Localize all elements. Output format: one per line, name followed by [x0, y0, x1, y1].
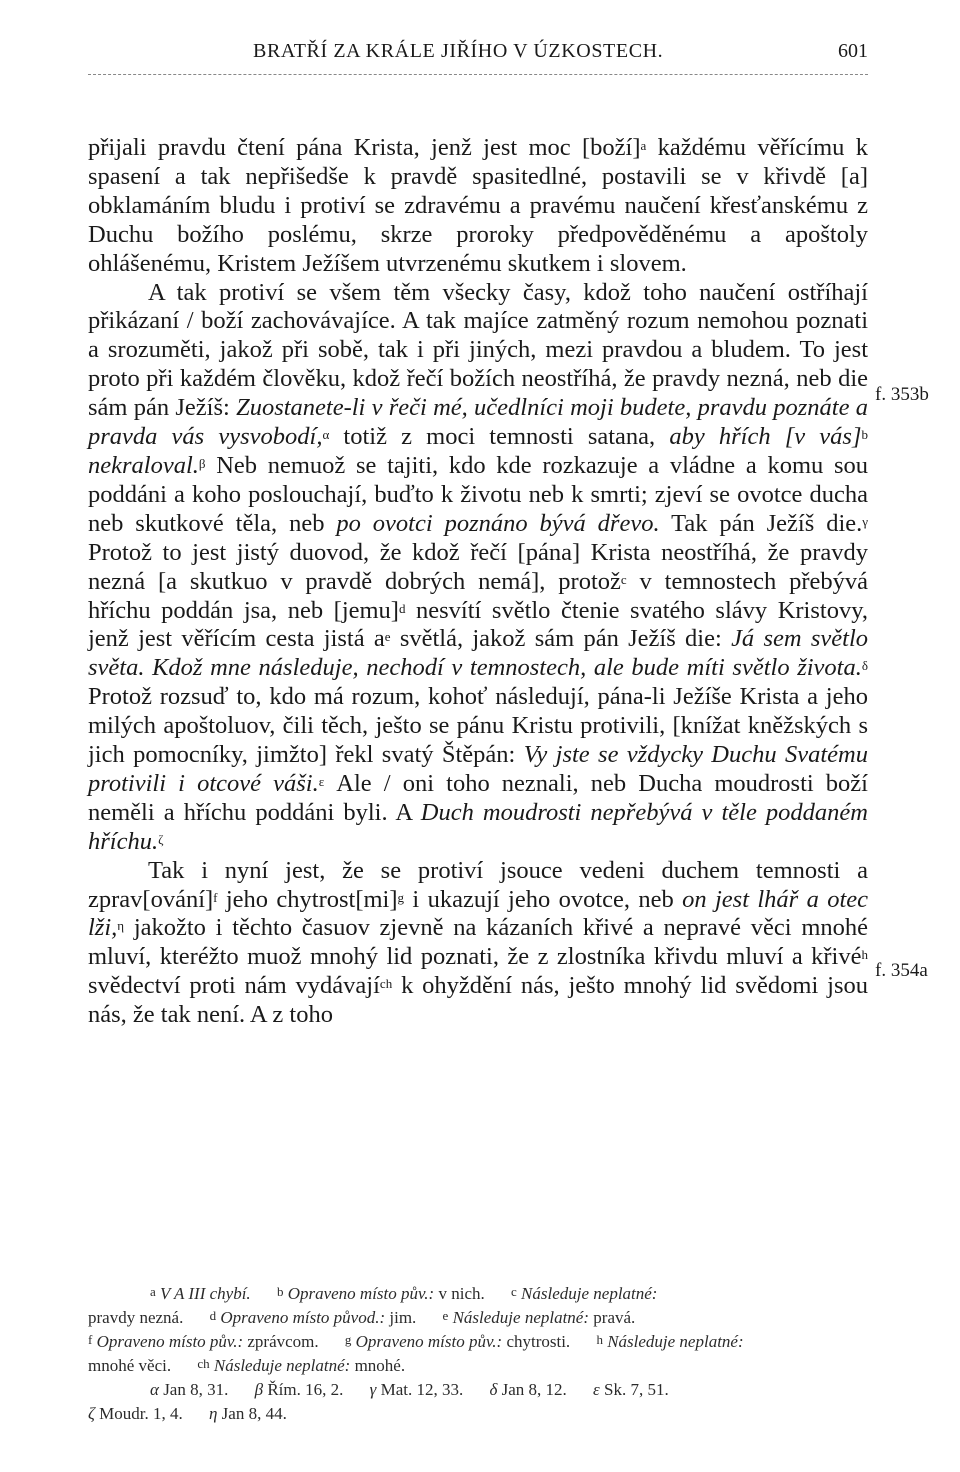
text-run: Protož to jest jistý duovod, že kdož řečí [pána] Krista neostříhá, že pravdy nezná [a skutkuo v pravdě dobrých nemá], protož: [88, 538, 868, 595]
text-run: k ohyždění nás, ješto mnohý lid svědomi jsou nás, že tak není. A z toho: [88, 972, 868, 1029]
bible-ref: Moudr. 1, 4.: [99, 1404, 183, 1423]
text-run: Tak i nyní jest, že se protiví jsouce vedeni duchem temnosti a zprav[ování]: [88, 856, 868, 913]
quote-italic: po ovotci poznáno bývá dřevo.: [336, 509, 660, 537]
footnotes: [88, 1282, 880, 1426]
footnote-mark: c: [620, 571, 627, 587]
paragraph-3: [88, 857, 868, 1030]
folio-note-353b: f. 353b: [875, 384, 929, 405]
ref-mark: δ: [489, 1380, 498, 1399]
footnote-line: [88, 1306, 880, 1330]
text-run: světlá, jakož sám pán Ježíš die:: [390, 625, 732, 653]
footnote-text: Opraveno místo pův.:: [96, 1332, 244, 1351]
text-run: Ale / oni toho neznali, neb Ducha moudrosti boží neměli a hříchu poddáni byli. A: [88, 769, 868, 826]
ref-mark: β: [254, 1380, 264, 1399]
footnote-value: jim.: [389, 1308, 417, 1327]
footnote-mark: ch: [379, 976, 393, 992]
folio-note-354a: f. 354a: [875, 960, 928, 981]
footnote-text: Opraveno místo původ.:: [220, 1308, 386, 1327]
footnote-mark: b: [861, 427, 868, 443]
footnote-mark: b: [276, 1284, 284, 1299]
quote-italic: Vy jste se vždycky Duchu Svatému protivili i otcové váši.: [88, 741, 868, 797]
ref-mark: α: [322, 427, 330, 443]
footnote-mark: d: [209, 1308, 217, 1323]
text-run: Tak pán Ježíš die.: [659, 509, 863, 537]
footnote-value: chytrosti.: [506, 1332, 571, 1351]
reference-line: [88, 1378, 880, 1402]
bible-ref: Jan 8, 44.: [221, 1404, 287, 1423]
quote-italic: on jest lhář a otec lži,: [88, 885, 869, 942]
footnote-mark: c: [511, 1284, 517, 1299]
footnote-mark: d: [398, 600, 406, 616]
quote-italic: Duch moudrosti nepřebývá v těle poddaném hříchu.: [88, 798, 868, 855]
footnote-line: [88, 1282, 880, 1306]
footnote-line: [88, 1330, 880, 1354]
footnote-mark: f: [213, 889, 218, 905]
text-run: jakožto i těchto časuov zjevně na kázaních křivé a nepravé věci mnohé mluví, kteréžto muož mnohý lid poznati, že z zlostníka křivdu mluví a křivé: [88, 914, 868, 971]
quote-italic: Zuostanete-li v řeči mé, učedlníci moji budete, pravdu poznáte a pravda vás vysvobodí,: [88, 394, 869, 451]
bible-ref: Jan 8, 12.: [501, 1380, 567, 1399]
text-run: i ukazují jeho ovotce, neb: [404, 885, 683, 913]
footnote-text: Následuje neplatné:: [607, 1332, 744, 1351]
bible-ref: Řím. 16, 2.: [267, 1380, 344, 1399]
footnote-line: [88, 1354, 880, 1378]
footnote-value: pravá.: [593, 1308, 636, 1327]
page-number: 601: [838, 40, 868, 62]
ref-mark: δ: [861, 658, 868, 674]
footnote-text: Následuje neplatné:: [452, 1308, 590, 1327]
paragraph-1: [88, 134, 868, 279]
text-run: Protož rozsuď to, kdo má rozum, kohoť následují, pána-li Ježíše Krista a jeho milých apoštoluov, čili těch, ješto se pánu Kristu protivili, [knížat kněžských s jich pomocníky, jimžto] řekl svatý Štěpán:: [88, 683, 868, 769]
text-run: totiž z moci temnosti satana,: [329, 423, 670, 451]
ref-mark: ε: [593, 1380, 600, 1399]
quote-italic: nekraloval.: [88, 451, 199, 479]
text-run: Neb nemuož se tajiti, kdo kde rozkazuje a vládne a komu sou poddáni a koho poslouchají, buďto k životu neb k smrti; zjeví se ovotce ducha neb skutkové těla, neb: [88, 451, 868, 537]
footnote-mark: e: [384, 629, 391, 645]
footnote-mark: f: [88, 1332, 93, 1347]
ref-mark: γ: [369, 1380, 377, 1399]
running-title: BRATŘÍ ZA KRÁLE JIŘÍHO V ÚZKOSTECH.: [253, 40, 664, 62]
footnote-mark: g: [344, 1332, 352, 1347]
footnote-value: pravdy nezná.: [88, 1308, 184, 1327]
text-run: svědectví proti nám vydávají: [88, 972, 380, 1000]
footnote-text: Opraveno místo pův.:: [287, 1284, 435, 1303]
text-run: v temnostech přebývá hříchu poddán jsa, neb [jemu]: [88, 567, 868, 624]
reference-line: [88, 1402, 880, 1426]
text-run: nesvítí světlo čtenie svatého slávy Kristovy, jenž jest věřícím cesta jistá a: [88, 596, 868, 653]
ref-mark: β: [198, 455, 206, 471]
footnote-mark: a: [150, 1284, 156, 1299]
header-rule: [88, 74, 868, 75]
quote-italic: aby hřích [v vás]: [669, 423, 862, 451]
footnote-text: V A III chybí.: [160, 1284, 251, 1303]
ref-mark: η: [208, 1404, 218, 1423]
footnote-mark: g: [397, 889, 405, 905]
ref-mark: ζ: [88, 1404, 95, 1423]
footnote-mark: h: [596, 1332, 603, 1347]
footnote-mark: ch: [197, 1356, 210, 1371]
text-run: jeho chytrost[mi]: [217, 885, 398, 913]
bible-ref: Mat. 12, 33.: [380, 1380, 464, 1399]
ref-mark: ζ: [158, 831, 164, 847]
text-run: každému věřícímu k spasení a tak nepřišedše k pravdě spasitedlné, postavili se v křivdě [a] obklamáním bludu i protiví se zdravému a pravému naučení křesťanskému z Duchu božího poslému, skrze proroky předpověděnému a apoštoly ohlášenému, Kristem Ježíšem utvrzenému skutkem i slovem.: [88, 134, 868, 277]
footnote-text: Opraveno místo pův.:: [355, 1332, 503, 1351]
main-text: [88, 134, 868, 1030]
running-header: [88, 40, 868, 74]
footnote-text: Následuje neplatné:: [213, 1356, 351, 1375]
bible-ref: Sk. 7, 51.: [604, 1380, 669, 1399]
footnote-mark: e: [442, 1308, 449, 1323]
ref-mark: α: [150, 1380, 159, 1399]
footnote-value: mnohé.: [354, 1356, 406, 1375]
footnote-text: Následuje neplatné:: [521, 1284, 658, 1303]
paragraph-2: [88, 279, 868, 857]
text-run: A tak protiví se všem těm všecky časy, kdož toho naučení ostříhají přikázaní / boží zachovávajíce. A tak majíce zatměný rozum nemohou poznati a srozuměti, jakož při sobě, tak i při jiných, mezi pravdou a bludem. To jest proto při každém člověku, kdož řečí božích neostříhá, že pravdy nezná, neb die sám pán Ježíš:: [88, 278, 868, 422]
footnote-value: mnohé věci.: [88, 1356, 172, 1375]
ref-mark: γ: [862, 513, 868, 529]
text-run: přijali pravdu čtení pána Krista, jenž jest moc [boží]: [88, 134, 641, 161]
footnote-value: zprávcom.: [247, 1332, 319, 1351]
ref-mark: ε: [318, 773, 325, 789]
quote-italic: Já sem světlo světa. Kdož mne následuje, nechodí v temnostech, ale bude míti světlo života.: [88, 625, 869, 682]
footnote-value: v nich.: [438, 1284, 485, 1303]
ref-mark: η: [117, 918, 125, 934]
footnote-mark: h: [861, 947, 868, 963]
bible-ref: Jan 8, 31.: [163, 1380, 229, 1399]
footnote-mark: a: [640, 138, 647, 153]
